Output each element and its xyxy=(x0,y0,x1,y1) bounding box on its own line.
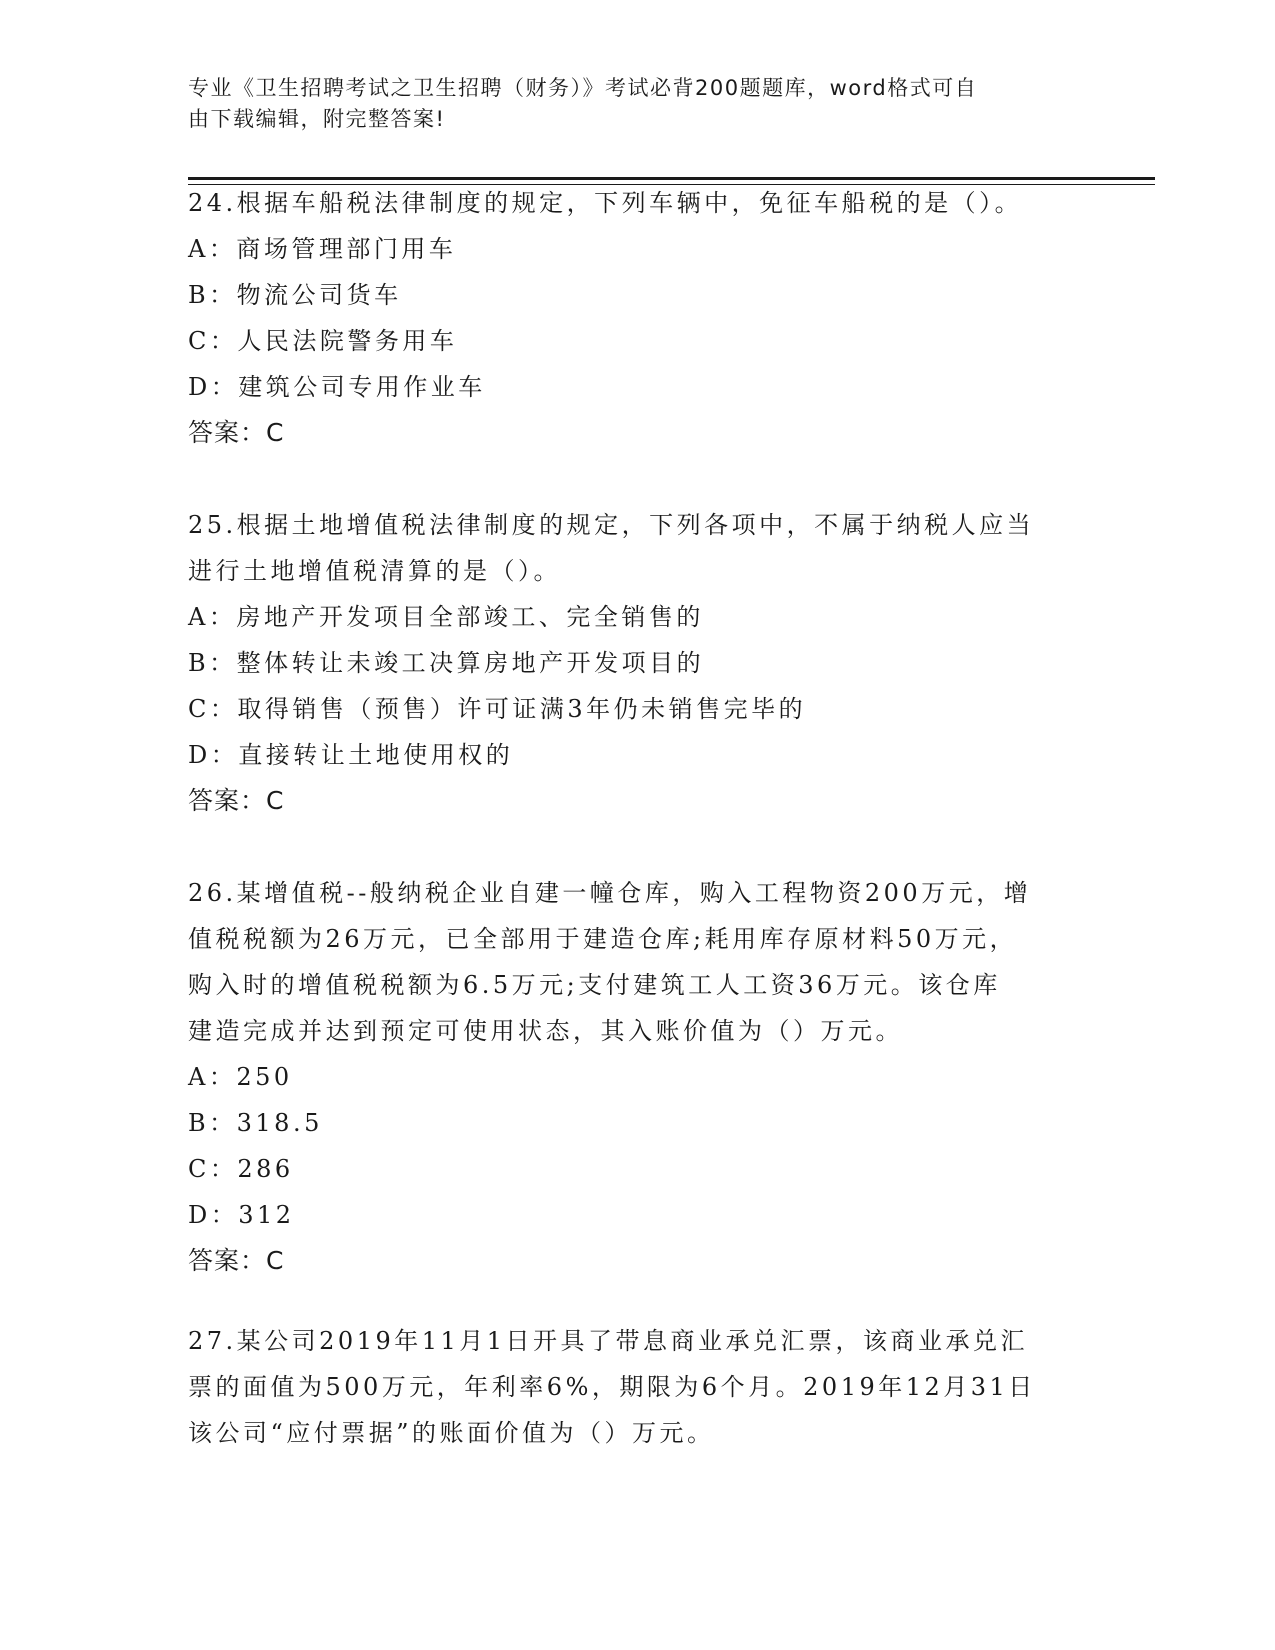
stem-line: 该公司“应付票据”的账面价值为（）万元。 xyxy=(188,1419,715,1447)
stem-line: 26.某增值税--般纳税企业自建一幢仓库，购入工程物资200万元，增 xyxy=(188,879,1032,907)
question-stem xyxy=(188,870,1088,1054)
stem-line: 票的面值为500万元，年利率6%，期限为6个月。2019年12月31日 xyxy=(188,1373,1036,1401)
question-stem xyxy=(188,1318,1088,1456)
stem-line: 进行土地增值税清算的是（）。 xyxy=(188,557,561,585)
option-a: A：房地产开发项目全部竣工、完全销售的 xyxy=(188,603,704,631)
option-c: C：人民法院警务用车 xyxy=(188,327,458,355)
document-header xyxy=(188,73,1068,135)
stem-line: 27.某公司2019年11月1日开具了带息商业承兑汇票，该商业承兑汇 xyxy=(188,1327,1029,1355)
answer: 答案：C xyxy=(188,418,285,447)
option-c: C：取得销售（预售）许可证满3年仍未销售完毕的 xyxy=(188,695,807,723)
option-c: C：286 xyxy=(188,1155,294,1183)
option-d: D：建筑公司专用作业车 xyxy=(188,373,486,401)
question-24 xyxy=(188,180,1088,456)
question-stem xyxy=(188,502,1088,594)
answer: 答案：C xyxy=(188,786,285,815)
option-b: B：318.5 xyxy=(188,1109,323,1137)
option-b: B：整体转让未竣工决算房地产开发项目的 xyxy=(188,649,705,677)
stem-line: 值税税额为26万元，已全部用于建造仓库;耗用库存原材料50万元， xyxy=(188,925,1018,953)
stem-line: 25.根据土地增值税法律制度的规定，下列各项中，不属于纳税人应当 xyxy=(188,511,1035,539)
option-a: A：250 xyxy=(188,1063,293,1091)
question-27 xyxy=(188,1318,1088,1456)
stem-line: 购入时的增值税税额为6.5万元;支付建筑工人工资36万元。该仓库 xyxy=(188,971,1001,999)
option-d: D：直接转让土地使用权的 xyxy=(188,741,514,769)
stem-line: 建造完成并达到预定可使用状态，其入账价值为（）万元。 xyxy=(188,1017,903,1045)
option-a: A：商场管理部门用车 xyxy=(188,235,457,263)
question-25 xyxy=(188,502,1088,824)
option-b: B：物流公司货车 xyxy=(188,281,402,309)
option-d: D：312 xyxy=(188,1201,295,1229)
stem-line: 24.根据车船税法律制度的规定，下列车辆中，免征车船税的是（）。 xyxy=(188,189,1023,217)
question-stem xyxy=(188,180,1088,226)
question-26 xyxy=(188,870,1088,1284)
header-line: 专业《卫生招聘考试之卫生招聘（财务）》考试必背200题题库，word格式可自 xyxy=(188,76,978,100)
header-line: 由下载编辑，附完整答案! xyxy=(188,107,446,131)
answer: 答案：C xyxy=(188,1246,285,1275)
